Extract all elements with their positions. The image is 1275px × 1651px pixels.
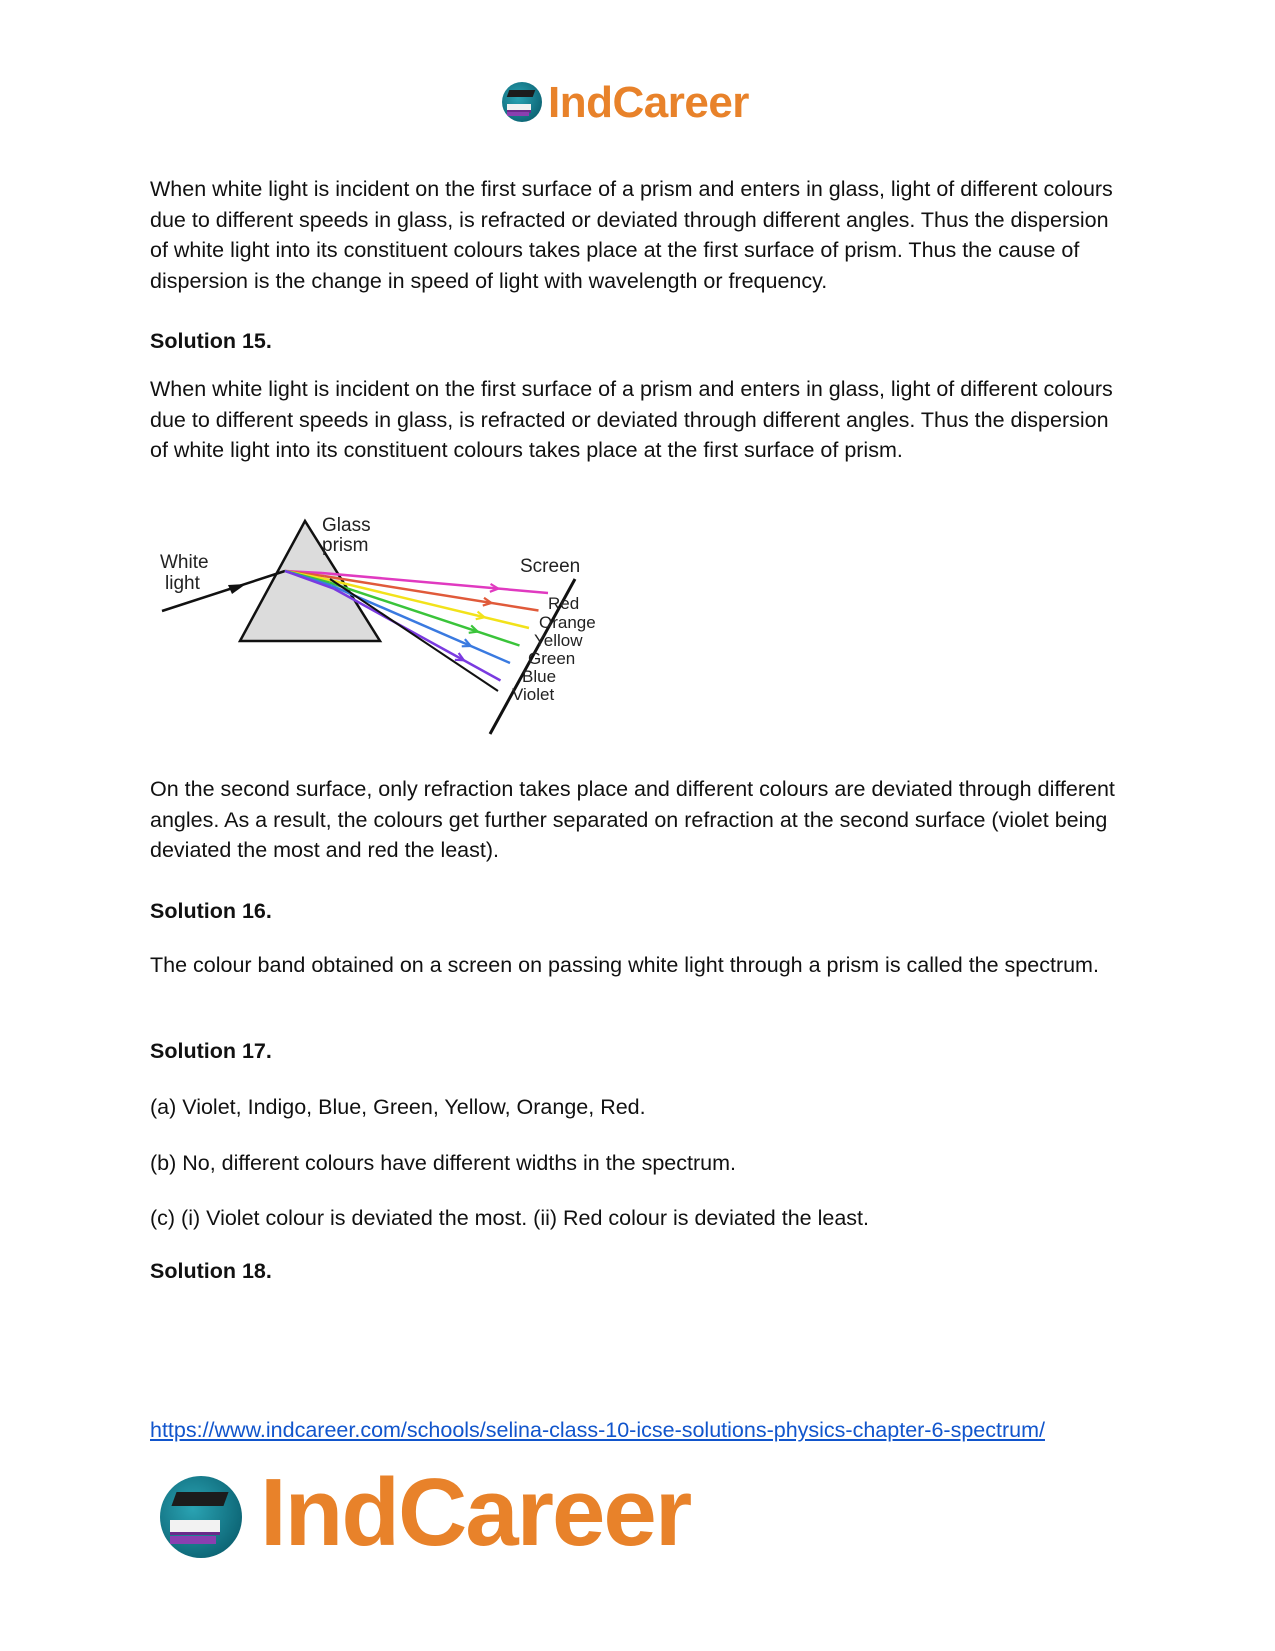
color-label-red: Red: [548, 594, 580, 613]
paragraph: On the second surface, only refraction takes place and different colours are deviated through different angles. As a result, the colours get further separated on refraction at the second surface (violet being deviated the most and red the least).: [150, 777, 1115, 862]
prism-label-line1: Glass: [322, 515, 371, 536]
screen-label: Screen: [520, 556, 581, 577]
answer-line: (c) (i) Violet colour is deviated the most. (ii) Red colour is deviated the least.: [150, 1206, 869, 1230]
color-label-yellow: Yellow: [534, 631, 583, 650]
solution-heading: Solution 17.: [150, 1039, 272, 1063]
answer-line: (a) Violet, Indigo, Blue, Green, Yellow, Orange, Red.: [150, 1095, 646, 1119]
prism-label-line2: prism: [322, 535, 369, 556]
white-light-label-line1: White: [160, 552, 209, 573]
solution-heading: Solution 16.: [150, 899, 272, 923]
prism-dispersion-diagram: [150, 501, 610, 741]
graduation-cap-icon: [160, 1476, 242, 1558]
source-link[interactable]: https://www.indcareer.com/schools/selina-class-10-icse-solutions-physics-chapter-6-spectrum/: [150, 1418, 1045, 1442]
logo-text: IndCareer: [548, 78, 749, 127]
answer-line: (b) No, different colours have different widths in the spectrum.: [150, 1151, 736, 1175]
header-logo: [502, 78, 792, 134]
color-label-violet: Violet: [512, 685, 555, 704]
paragraph: When white light is incident on the first surface of a prism and enters in glass, light of different colours due to different speeds in glass, is refracted or deviated through different angles. Thus the dispersion of white light into its constituent colours takes place at the first surface of prism. Thus the cause of dispersion is the change in speed of light with wavelength or frequency.: [150, 177, 1113, 293]
solution-heading: Solution 15.: [150, 329, 272, 353]
logo-text: IndCareer: [260, 1459, 691, 1566]
paragraph: The colour band obtained on a screen on passing white light through a prism is called the spectrum.: [150, 953, 1099, 977]
solution-heading: Solution 18.: [150, 1259, 272, 1283]
color-label-orange: Orange: [539, 613, 596, 632]
arrow-icon: [228, 584, 246, 594]
color-label-blue: Blue: [522, 667, 557, 686]
paragraph: When white light is incident on the first surface of a prism and enters in glass, light of different colours due to different speeds in glass, is refracted or deviated through different angles. Thus the dispersion of white light into its constituent colours takes place at the first surface of prism.: [150, 377, 1113, 462]
graduation-cap-icon: [502, 82, 542, 122]
color-label-green: Green: [528, 649, 576, 668]
white-light-label-line2: light: [165, 573, 200, 594]
footer-logo: [160, 1459, 720, 1568]
